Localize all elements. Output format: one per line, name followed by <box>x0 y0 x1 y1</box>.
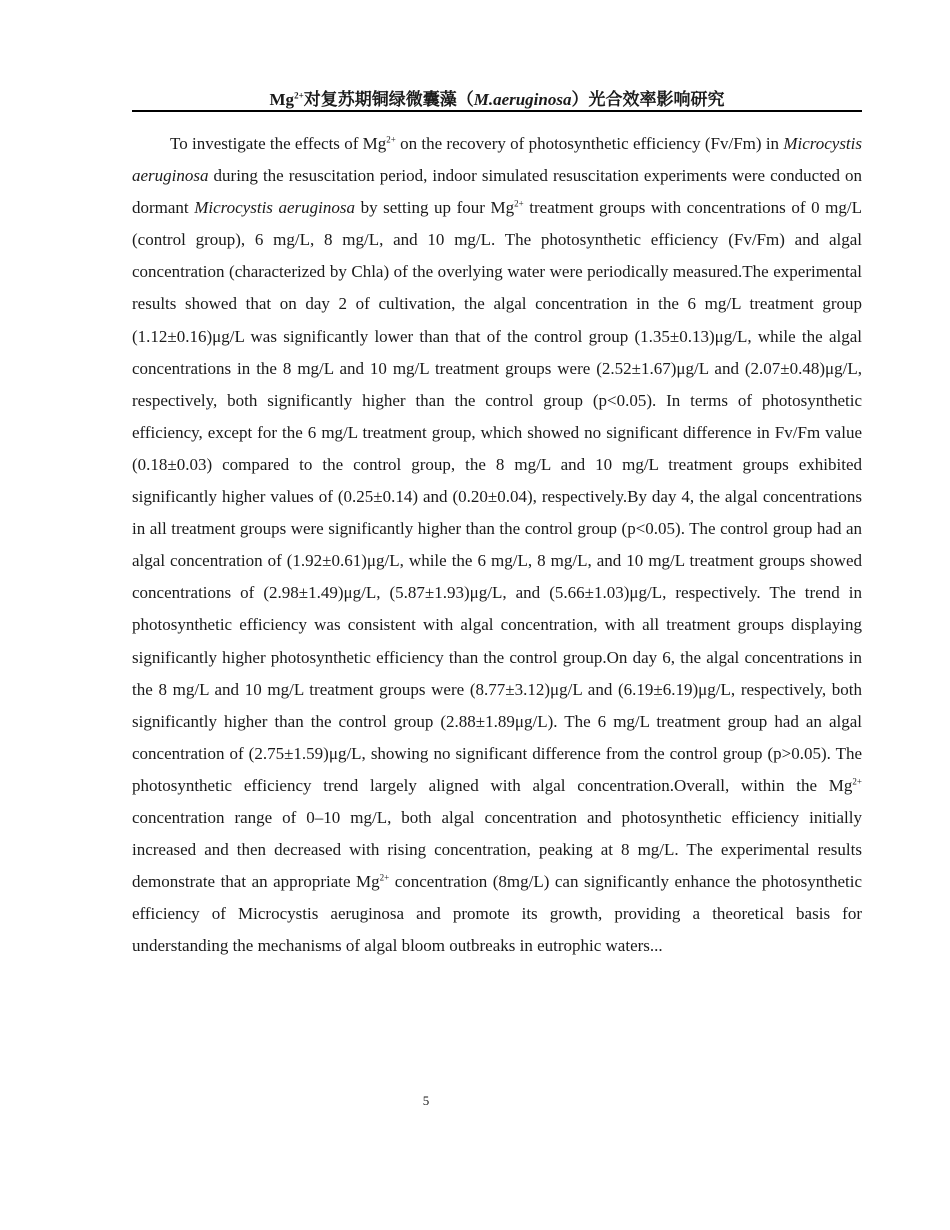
header-suffix: ）光合效率影响研究 <box>571 90 725 109</box>
header-middle: 对复苏期铜绿微囊藻（ <box>303 90 474 109</box>
header-prefix: Mg <box>269 90 295 109</box>
page-number: 5 <box>422 1093 430 1108</box>
abstract-text-3: during the resuscitation period, indoor simulated resuscitation experiments were conducted on dormant <box>132 166 862 218</box>
species-name-1: Microcystis aeruginosa <box>132 134 862 186</box>
abstract-text-1: To investigate the effects of Mg <box>170 134 387 153</box>
superscript-1: 2+ <box>386 134 396 145</box>
species-name-2: Microcystis aeruginosa <box>194 198 355 218</box>
running-header <box>132 88 862 112</box>
header-superscript: 2+ <box>294 90 304 101</box>
superscript-4: 2+ <box>379 872 390 883</box>
superscript-2: 2+ <box>514 198 524 209</box>
abstract-text-5: treatment groups with concentrations of 0 mg/L (control group), 6 mg/L, 8 mg/L, and 10 mg/L. The photosynthetic efficiency (Fv/Fm) and algal concentration (characterized by Chla) of the overlying water were periodically measured.The experimental results showed that on day 2 of cultivation, the algal concentration in the 6 mg/L treatment group (1.12±0.16)μg/L was significantly lower than that of the control group (1.35±0.13)μg/L, while the algal concentrations in the 8 mg/L and 10 mg/L treatment groups were (2.52±1.67)μg/L and (2.07±0.48)μg/L, respectively, both significantly higher than the control group (p<0.05). In terms of photosynthetic efficiency, except for the 6 mg/L treatment group, which showed no significant difference in Fv/Fm value (0.18±0.03) compared to the control group, the 8 mg/L and 10 mg/L treatment groups exhibited significantly higher values of (0.25±0.14) and (0.20±0.04), respectively.By day 4, the algal concentrations in all treatment groups were significantly higher than the control group (p<0.05). The control group had an algal concentration of (1.92±0.61)μg/L, while the 6 mg/L, 8 mg/L, and 10 mg/L treatment groups showed concentrations of (2.98±1.49)μg/L, (5.87±1.93)μg/L, and (5.66±1.03)μg/L, respectively. The trend in photosynthetic efficiency was consistent with algal concentration, with all treatment groups displaying significantly higher photosynthetic efficiency than the control group.On day 6, the algal concentrations in the 8 mg/L and 10 mg/L treatment groups were (8.77±3.12)μg/L and (6.19±6.19)μg/L, respectively, both significantly higher than the control group (2.88±1.89μg/L). The 6 mg/L treatment group had an algal concentration of (2.75±1.59)μg/L, showing no significant difference from the control group (p>0.05). The photosynthetic efficiency trend largely aligned with algal concentration.Overall, within the Mg <box>132 198 863 795</box>
superscript-3: 2+ <box>852 776 862 787</box>
abstract-text-7: concentration (8mg/L) can significantly enhance the photosynthetic efficiency of Microcystis aeruginosa and promote its growth, providing a theoretical basis for understanding the mechanisms of algal bloom outbreaks in eutrophic waters... <box>132 872 862 956</box>
header-species: M.aeruginosa <box>473 90 572 109</box>
abstract-text-2: on the recovery of photosynthetic efficiency (Fv/Fm) in <box>395 134 784 153</box>
abstract-text-4: by setting up four Mg <box>355 198 515 218</box>
abstract-paragraph <box>132 128 862 962</box>
abstract-text-6: concentration range of 0–10 mg/L, both algal concentration and photosynthetic efficiency initially increased and then decreased with rising concentration, peaking at 8 mg/L. The experimental results demonstrate that an appropriate Mg <box>132 807 862 892</box>
